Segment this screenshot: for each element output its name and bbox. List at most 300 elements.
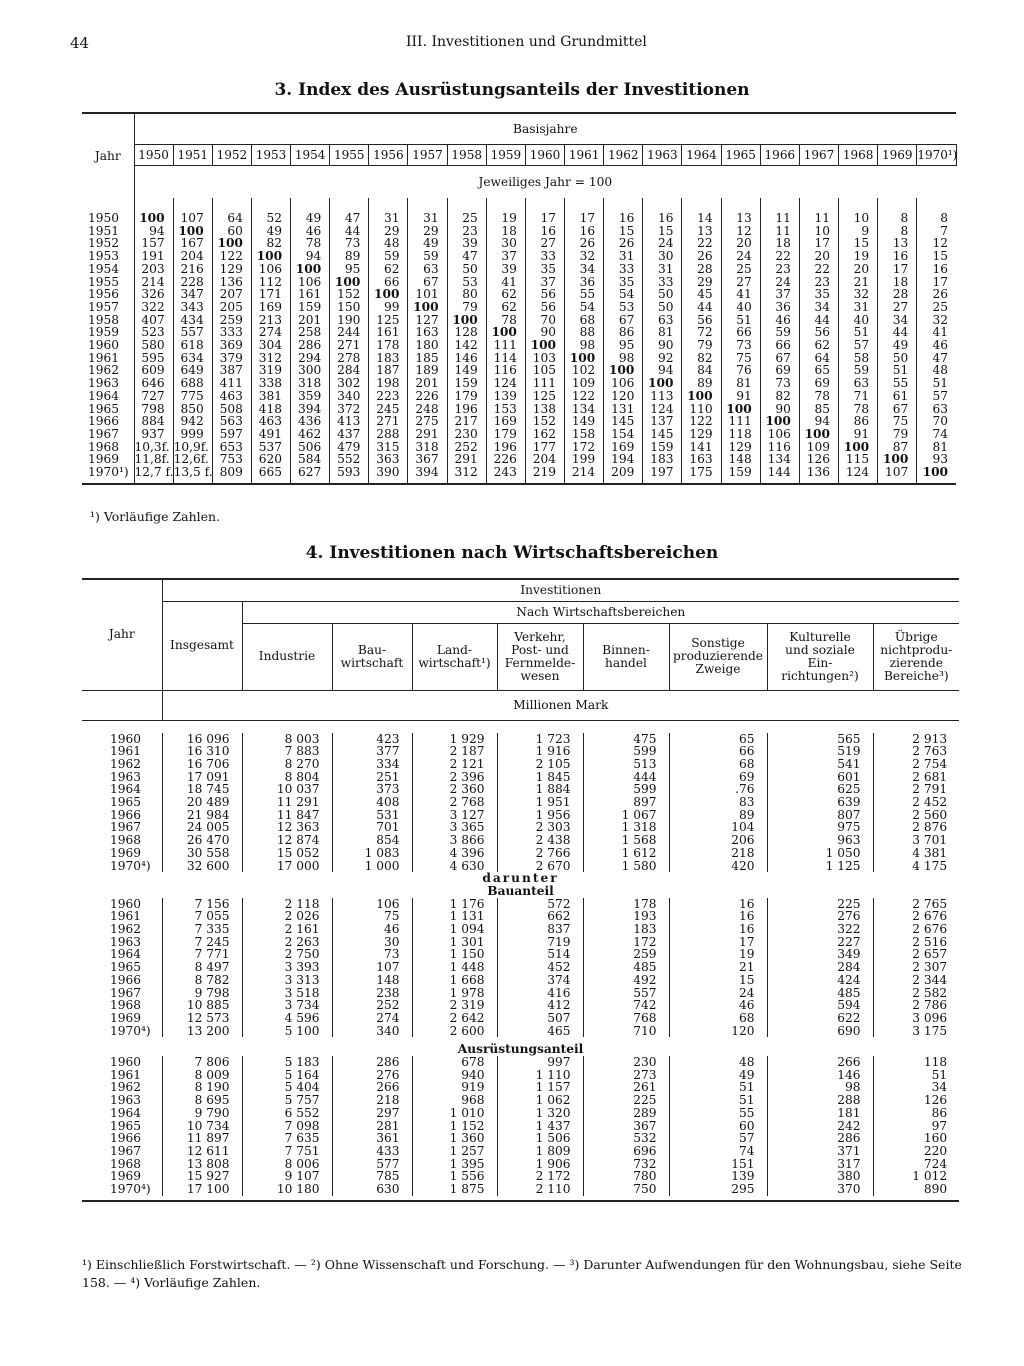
row-year: 1966 <box>82 1132 162 1145</box>
value-cell: 106 <box>332 898 412 911</box>
index-cell: 27 <box>721 276 760 289</box>
table-row <box>82 796 959 809</box>
row-year: 1963 <box>82 1094 162 1107</box>
index-cell: 61 <box>878 390 917 403</box>
index-cell: 159 <box>721 466 760 484</box>
row-year: 1959 <box>82 326 134 339</box>
table3-title: 3. Index des Ausrüstungsanteils der Investitionen <box>274 80 750 100</box>
index-cell: 24 <box>643 237 682 250</box>
index-cell: 60 <box>212 225 251 238</box>
value-cell: 251 <box>332 771 412 784</box>
index-cell: 595 <box>134 352 173 365</box>
value-cell: 206 <box>669 834 767 847</box>
value-cell: 940 <box>412 1069 497 1082</box>
index-cell: 753 <box>212 453 251 466</box>
row-year: 1961 <box>82 745 162 758</box>
value-cell: 424 <box>767 974 873 987</box>
page-header <box>70 34 960 56</box>
value-cell: 8 009 <box>162 1069 242 1082</box>
column-header: Verkehr, Post- und Fernmelde- wesen <box>497 623 583 690</box>
index-cell: 28 <box>682 263 721 276</box>
value-cell: 565 <box>767 733 873 746</box>
value-cell: 2 670 <box>497 860 583 873</box>
index-cell: 665 <box>251 466 290 484</box>
index-cell: 100 <box>604 364 643 377</box>
table4-body <box>82 720 959 1201</box>
index-cell: 775 <box>173 390 212 403</box>
index-cell: 191 <box>134 250 173 263</box>
row-year: 1967 <box>82 1145 162 1158</box>
index-cell: 21 <box>839 276 878 289</box>
index-cell: 322 <box>134 301 173 314</box>
index-cell: 110 <box>682 403 721 416</box>
column-header: Bau- wirtschaft <box>332 623 412 690</box>
index-cell: 100 <box>369 288 408 301</box>
table3-body <box>82 198 956 484</box>
index-cell: 45 <box>682 288 721 301</box>
value-cell: 3 127 <box>412 809 497 822</box>
index-cell: 94 <box>291 250 330 263</box>
value-cell: 21 <box>669 961 767 974</box>
row-year: 1962 <box>82 923 162 936</box>
value-cell: 492 <box>583 974 669 987</box>
value-cell: 68 <box>669 758 767 771</box>
index-cell: 20 <box>799 250 838 263</box>
value-cell: 1 809 <box>497 1145 583 1158</box>
value-cell: 51 <box>669 1081 767 1094</box>
value-cell: 5 757 <box>242 1094 332 1107</box>
value-cell: 4 381 <box>912 845 948 860</box>
value-cell: 897 <box>583 796 669 809</box>
value-cell: 32 600 <box>162 860 242 873</box>
index-cell: 152 <box>330 288 369 301</box>
index-cell: 102 <box>565 364 604 377</box>
value-cell: 601 <box>767 771 873 784</box>
index-cell: 17 <box>565 198 604 225</box>
section-gap <box>82 1196 959 1201</box>
index-cell: 66 <box>760 339 799 352</box>
index-cell: 58 <box>839 352 878 365</box>
value-cell: 622 <box>767 1012 873 1025</box>
index-cell: 101 <box>408 288 447 301</box>
index-cell: 204 <box>173 250 212 263</box>
index-cell: 74 <box>932 426 949 441</box>
value-cell: 75 <box>332 910 412 923</box>
value-cell: 9 107 <box>242 1170 332 1183</box>
table3-stub-label: Jahr <box>82 113 134 198</box>
row-year: 1967 <box>82 428 134 441</box>
index-cell: 80 <box>447 288 486 301</box>
index-cell: 17 <box>525 198 564 225</box>
index-cell: 100 <box>212 237 251 250</box>
index-cell: 159 <box>643 441 682 454</box>
index-cell: 177 <box>525 441 564 454</box>
value-cell: 1 906 <box>497 1158 583 1171</box>
value-cell: 252 <box>332 999 412 1012</box>
index-cell: 627 <box>291 466 330 484</box>
index-cell: 70 <box>932 414 949 429</box>
index-cell: 51 <box>878 364 917 377</box>
index-cell: 69 <box>760 364 799 377</box>
index-cell: 33 <box>525 250 564 263</box>
value-cell: 6 552 <box>242 1107 332 1120</box>
value-cell: 5 404 <box>242 1081 332 1094</box>
value-cell: 374 <box>497 974 583 987</box>
index-cell: 122 <box>565 390 604 403</box>
row-year: 1964 <box>82 390 134 403</box>
base-year-header: 1958 <box>447 145 486 166</box>
index-cell: 41 <box>721 288 760 301</box>
running-head: III. Investitionen und Grundmittel <box>406 34 647 50</box>
value-cell: 1 062 <box>497 1094 583 1107</box>
index-cell: 94 <box>799 415 838 428</box>
value-cell: 49 <box>669 1069 767 1082</box>
value-cell: 7 335 <box>162 923 242 936</box>
index-cell: 158 <box>565 428 604 441</box>
index-cell: 41 <box>486 276 525 289</box>
index-cell: 15 <box>643 225 682 238</box>
index-cell: 26 <box>604 237 643 250</box>
value-cell: 599 <box>583 783 669 796</box>
value-cell: 349 <box>767 948 873 961</box>
index-cell: 111 <box>721 415 760 428</box>
value-cell: 1 067 <box>583 809 669 822</box>
value-cell: 18 745 <box>162 783 242 796</box>
index-cell: 26 <box>932 287 949 302</box>
table-row <box>82 847 959 860</box>
index-cell: 172 <box>565 441 604 454</box>
value-cell: 2 765 <box>912 896 948 911</box>
value-cell: 507 <box>497 1012 583 1025</box>
value-cell: 475 <box>583 733 669 746</box>
index-cell: 618 <box>173 339 212 352</box>
value-cell: 1 437 <box>497 1120 583 1133</box>
row-year: 1965 <box>82 403 134 416</box>
value-cell: 1 448 <box>412 961 497 974</box>
value-cell: 2 681 <box>912 769 948 784</box>
value-cell: 340 <box>332 1025 412 1038</box>
index-cell: 12,6f. <box>173 453 212 466</box>
value-cell: 10 734 <box>162 1120 242 1133</box>
value-cell: 86 <box>931 1105 948 1120</box>
value-cell: 1 884 <box>497 783 583 796</box>
index-cell: 116 <box>760 441 799 454</box>
index-cell: 30 <box>643 250 682 263</box>
index-cell: 89 <box>682 377 721 390</box>
value-cell: 10 885 <box>162 999 242 1012</box>
value-cell: 1 010 <box>412 1107 497 1120</box>
index-cell: 32 <box>565 250 604 263</box>
row-year: 1963 <box>82 771 162 784</box>
index-cell: 937 <box>134 428 173 441</box>
index-cell: 12 <box>721 225 760 238</box>
value-cell: 225 <box>583 1094 669 1107</box>
index-cell: 73 <box>330 237 369 250</box>
index-cell: 95 <box>604 339 643 352</box>
index-cell: 190 <box>330 314 369 327</box>
index-cell: 418 <box>251 403 290 416</box>
index-cell: 407 <box>134 314 173 327</box>
value-cell: 2 118 <box>242 898 332 911</box>
index-cell: 100 <box>799 428 838 441</box>
value-cell: 2 307 <box>912 960 948 975</box>
index-cell: 243 <box>486 466 525 484</box>
base-year-header: 1964 <box>682 145 721 166</box>
index-cell: 100 <box>173 225 212 238</box>
index-cell: 86 <box>839 415 878 428</box>
index-cell: 169 <box>251 301 290 314</box>
value-cell: 65 <box>669 733 767 746</box>
index-cell: 129 <box>212 263 251 276</box>
index-cell: 106 <box>760 428 799 441</box>
index-cell: 36 <box>565 276 604 289</box>
table-row <box>82 250 956 263</box>
value-cell: 968 <box>412 1094 497 1107</box>
value-cell: 284 <box>767 961 873 974</box>
index-cell: 634 <box>173 352 212 365</box>
index-cell: 100 <box>643 377 682 390</box>
index-cell: 11 <box>799 198 838 225</box>
table-row <box>82 1025 959 1038</box>
index-cell: 26 <box>565 237 604 250</box>
index-cell: 134 <box>565 403 604 416</box>
section-label: Bauanteil <box>487 883 554 898</box>
index-cell: 100 <box>721 403 760 416</box>
index-cell: 94 <box>134 225 173 238</box>
value-cell: 452 <box>497 961 583 974</box>
value-cell: 148 <box>332 974 412 987</box>
index-cell: 163 <box>408 326 447 339</box>
value-cell: 16 096 <box>162 733 242 746</box>
value-cell: 193 <box>583 910 669 923</box>
index-cell: 44 <box>330 225 369 238</box>
index-cell: 139 <box>486 390 525 403</box>
table4-title: 4. Investitionen nach Wirtschaftsbereichen <box>305 543 719 563</box>
value-cell: 48 <box>669 1056 767 1069</box>
index-cell: 17 <box>878 263 917 276</box>
index-cell: 62 <box>486 301 525 314</box>
value-cell: 2 121 <box>412 758 497 771</box>
index-cell: 136 <box>212 276 251 289</box>
value-cell: 780 <box>583 1170 669 1183</box>
index-cell: 18 <box>878 276 917 289</box>
row-year: 1960 <box>82 733 162 746</box>
row-year: 1968 <box>82 834 162 847</box>
value-cell: 230 <box>583 1056 669 1069</box>
index-cell: 59 <box>408 250 447 263</box>
index-cell: 141 <box>682 441 721 454</box>
value-cell: 4 630 <box>412 860 497 873</box>
index-cell: 411 <box>212 377 251 390</box>
index-cell: 66 <box>721 326 760 339</box>
index-cell: 13,5 f. <box>173 466 212 484</box>
index-cell: 100 <box>525 339 564 352</box>
index-cell: 64 <box>212 198 251 225</box>
index-cell: 462 <box>291 428 330 441</box>
value-cell: 2 303 <box>497 821 583 834</box>
value-cell: 625 <box>767 783 873 796</box>
index-cell: 89 <box>330 250 369 263</box>
index-cell: 63 <box>643 314 682 327</box>
index-cell: 36 <box>760 301 799 314</box>
value-cell: 8 006 <box>242 1158 332 1171</box>
value-cell: 742 <box>583 999 669 1012</box>
index-cell: 216 <box>173 263 212 276</box>
index-cell: 44 <box>799 314 838 327</box>
index-cell: 65 <box>799 364 838 377</box>
index-cell: 312 <box>447 466 486 484</box>
index-cell: 171 <box>251 288 290 301</box>
value-cell: 3 175 <box>912 1023 948 1038</box>
value-cell: 1 506 <box>497 1132 583 1145</box>
value-cell: 12 874 <box>242 834 332 847</box>
index-cell: 179 <box>447 390 486 403</box>
value-cell: 630 <box>332 1183 412 1196</box>
row-year: 1967 <box>82 987 162 1000</box>
base-year-header: 1966 <box>760 145 799 166</box>
index-cell: 183 <box>643 453 682 466</box>
index-cell: 196 <box>486 441 525 454</box>
value-cell: 919 <box>412 1081 497 1094</box>
index-cell: 179 <box>486 428 525 441</box>
table-row <box>82 466 956 484</box>
index-cell: 122 <box>682 415 721 428</box>
index-cell: 580 <box>134 339 173 352</box>
value-cell: 4 596 <box>242 1012 332 1025</box>
index-cell: 557 <box>173 326 212 339</box>
index-cell: 37 <box>486 250 525 263</box>
row-year: 1950 <box>82 198 134 225</box>
index-cell: 649 <box>173 364 212 377</box>
value-cell: 2 172 <box>497 1170 583 1183</box>
index-cell: 35 <box>525 263 564 276</box>
index-cell: 31 <box>369 198 408 225</box>
index-cell: 194 <box>604 453 643 466</box>
index-cell: 92 <box>643 352 682 365</box>
value-cell: 2 750 <box>242 948 332 961</box>
index-cell: 217 <box>447 415 486 428</box>
value-cell: 2 600 <box>412 1025 497 1038</box>
index-cell: 107 <box>878 466 917 484</box>
row-year: 1964 <box>82 783 162 796</box>
index-cell: 16 <box>604 198 643 225</box>
index-cell: 30 <box>486 237 525 250</box>
table-row <box>82 1183 959 1196</box>
value-cell: 107 <box>332 961 412 974</box>
index-cell: 31 <box>604 250 643 263</box>
index-cell: 15 <box>839 237 878 250</box>
index-cell: 46 <box>291 225 330 238</box>
index-cell: 75 <box>721 352 760 365</box>
value-cell: 227 <box>767 936 873 949</box>
index-cell: 390 <box>369 466 408 484</box>
index-cell: 100 <box>682 390 721 403</box>
index-cell: 90 <box>525 326 564 339</box>
index-cell: 59 <box>839 364 878 377</box>
value-cell: 55 <box>669 1107 767 1120</box>
index-cell: 161 <box>369 326 408 339</box>
index-cell: 394 <box>291 403 330 416</box>
row-year: 1970⁴) <box>82 1183 162 1196</box>
value-cell: 274 <box>332 1012 412 1025</box>
section-label: darunter <box>482 871 559 886</box>
index-cell: 28 <box>878 288 917 301</box>
value-cell: 2 344 <box>912 972 948 987</box>
index-cell: 106 <box>291 276 330 289</box>
column-header: Industrie <box>242 623 332 690</box>
index-cell: 197 <box>643 466 682 484</box>
index-cell: 79 <box>447 301 486 314</box>
index-cell: 128 <box>447 326 486 339</box>
value-cell: 4 396 <box>412 847 497 860</box>
value-cell: 3 393 <box>242 961 332 974</box>
index-cell: 115 <box>839 453 878 466</box>
index-cell: 33 <box>643 276 682 289</box>
index-cell: 620 <box>251 453 290 466</box>
table-row <box>82 834 959 847</box>
index-cell: 56 <box>525 301 564 314</box>
index-cell: 727 <box>134 390 173 403</box>
index-cell: 146 <box>447 352 486 365</box>
index-cell: 252 <box>447 441 486 454</box>
index-cell: 76 <box>721 364 760 377</box>
base-year-header: 1953 <box>251 145 290 166</box>
index-cell: 127 <box>408 314 447 327</box>
value-cell: 9 790 <box>162 1107 242 1120</box>
value-cell: 17 000 <box>242 860 332 873</box>
value-cell: 238 <box>332 987 412 1000</box>
index-cell: 333 <box>212 326 251 339</box>
index-cell: 50 <box>643 301 682 314</box>
index-cell: 508 <box>212 403 251 416</box>
value-cell: 68 <box>669 1012 767 1025</box>
base-year-header: 1950 <box>134 145 173 166</box>
index-cell: 34 <box>799 301 838 314</box>
value-cell: 172 <box>583 936 669 949</box>
value-cell: 276 <box>767 910 873 923</box>
index-cell: 291 <box>447 453 486 466</box>
table-row <box>82 390 956 403</box>
value-cell: 146 <box>767 1069 873 1082</box>
index-cell: 109 <box>565 377 604 390</box>
index-cell: 22 <box>682 237 721 250</box>
row-year: 1961 <box>82 352 134 365</box>
table-row <box>82 1056 959 1069</box>
value-cell: 2 657 <box>912 947 948 962</box>
index-cell: 55 <box>878 377 917 390</box>
index-cell: 106 <box>604 377 643 390</box>
base-year-header: 1962 <box>604 145 643 166</box>
value-cell: 837 <box>497 923 583 936</box>
index-cell: 53 <box>604 301 643 314</box>
index-cell: 8 <box>940 211 949 225</box>
value-cell: 273 <box>583 1069 669 1082</box>
index-cell: 131 <box>604 403 643 416</box>
index-cell: 124 <box>839 466 878 484</box>
index-cell: 29 <box>369 225 408 238</box>
index-cell: 213 <box>251 314 290 327</box>
index-cell: 103 <box>525 352 564 365</box>
value-cell: 1 176 <box>412 898 497 911</box>
index-cell: 204 <box>525 453 564 466</box>
value-cell: 3 096 <box>912 1010 948 1025</box>
index-cell: 16 <box>643 198 682 225</box>
value-cell: 420 <box>669 860 767 873</box>
value-cell: 465 <box>497 1025 583 1038</box>
index-cell: 19 <box>486 198 525 225</box>
value-cell: 7 098 <box>242 1120 332 1133</box>
value-cell: 1 845 <box>497 771 583 784</box>
